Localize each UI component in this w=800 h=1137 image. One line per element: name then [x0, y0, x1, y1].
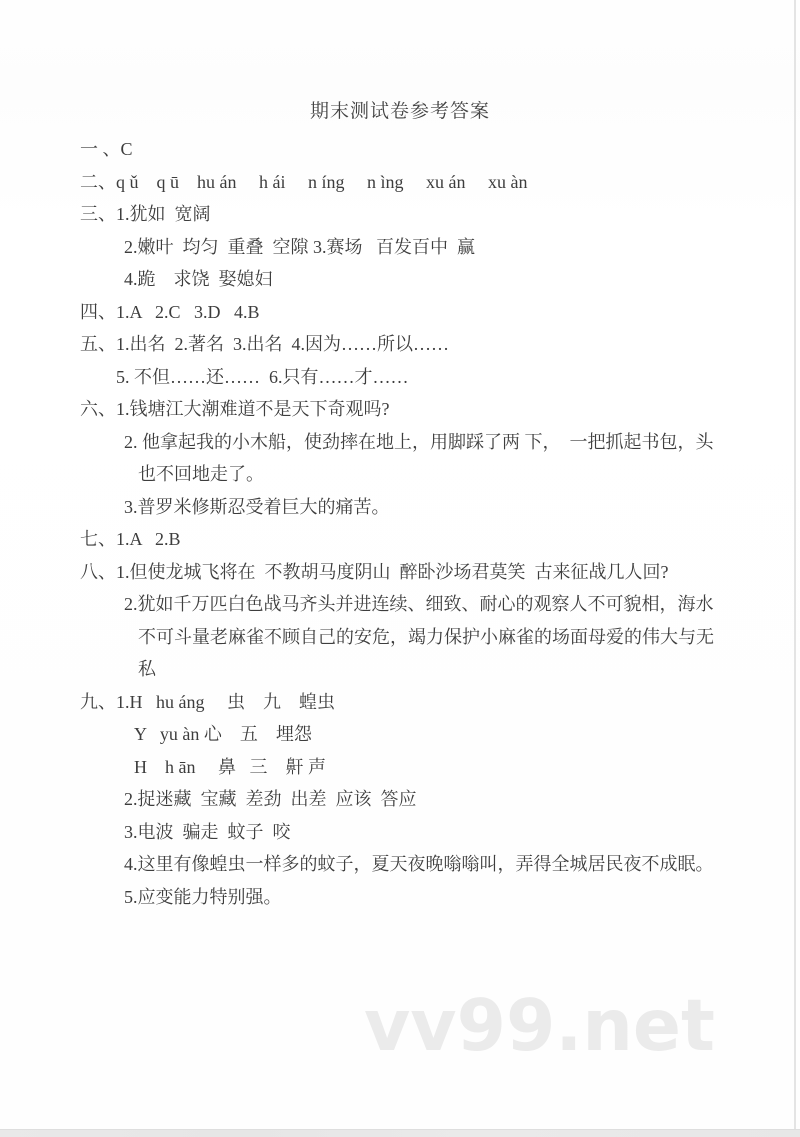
answer-line: 二、q ǔ q ū hu án h ái n íng n ìng xu án xu àn — [80, 171, 528, 192]
answer-line: 七、1.A 2.B — [80, 529, 181, 549]
answer-line: 3.电波 骗走 蚊子 咬 — [124, 821, 291, 842]
answer-line: 一 、C — [80, 139, 133, 159]
answer-line: 三、1.犹如 宽阔 — [80, 204, 211, 224]
answer-line: 四、1.A 2.C 3.D 4.B — [80, 301, 260, 322]
answer-line: 5. 不但……还…… 6.只有……才…… — [116, 366, 409, 387]
answer-line: Y yu àn 心 五 埋怨 — [134, 724, 312, 744]
answer-line: H h ān 鼻 三 鼾 声 — [134, 756, 326, 777]
answer-line: 4.跪 求饶 娶媳妇 — [124, 269, 273, 289]
watermark-text: vv99.net — [364, 984, 715, 1067]
answer-line: 八、1.但使龙城飞将在 不教胡马度阴山 醉卧沙场君莫笑 古来征战几人回? — [80, 561, 669, 582]
answer-line: 2. 他拿起我的小木船，使劲摔在地上，用脚踩了两 下， 一把抓起书包，头 — [124, 431, 714, 452]
answer-line: 也不回地走了。 — [138, 464, 264, 484]
answer-line: 2.犹如千万匹白色战马齐头并进连续、细致、耐心的观察人不可貌相，海水 — [124, 594, 714, 614]
answer-line: 六、1.钱塘江大潮难道不是天下奇观吗? — [80, 399, 390, 419]
answer-lines — [0, 133, 800, 913]
answer-line: 4.这里有像蝗虫一样多的蚊子，夏天夜晚嗡嗡叫，弄得全城居民夜不成眠。 — [124, 854, 714, 874]
answer-line: 3.普罗米修斯忍受着巨大的痛苦。 — [124, 496, 390, 517]
answer-line: 2.捉迷藏 宝藏 差劲 出差 应该 答应 — [124, 789, 417, 809]
answer-line: 九、1.H hu áng 虫 九 蝗虫 — [80, 691, 335, 712]
answer-line: 5.应变能力特别强。 — [124, 886, 282, 907]
answer-line: 私 — [138, 659, 156, 679]
scan-edge-right — [794, 0, 796, 1137]
answer-line: 2.嫩叶 均匀 重叠 空隙 3.赛场 百发百中 赢 — [124, 236, 475, 257]
answer-line: 五、1.出名 2.著名 3.出名 4.因为……所以…… — [80, 334, 449, 354]
page-title: 期末测试卷参考答案 — [309, 101, 490, 122]
scan-edge-bottom — [0, 1129, 800, 1137]
answer-line: 不可斗量老麻雀不顾自己的安危，竭力保护小麻雀的场面母爱的伟大与无 — [138, 626, 714, 647]
